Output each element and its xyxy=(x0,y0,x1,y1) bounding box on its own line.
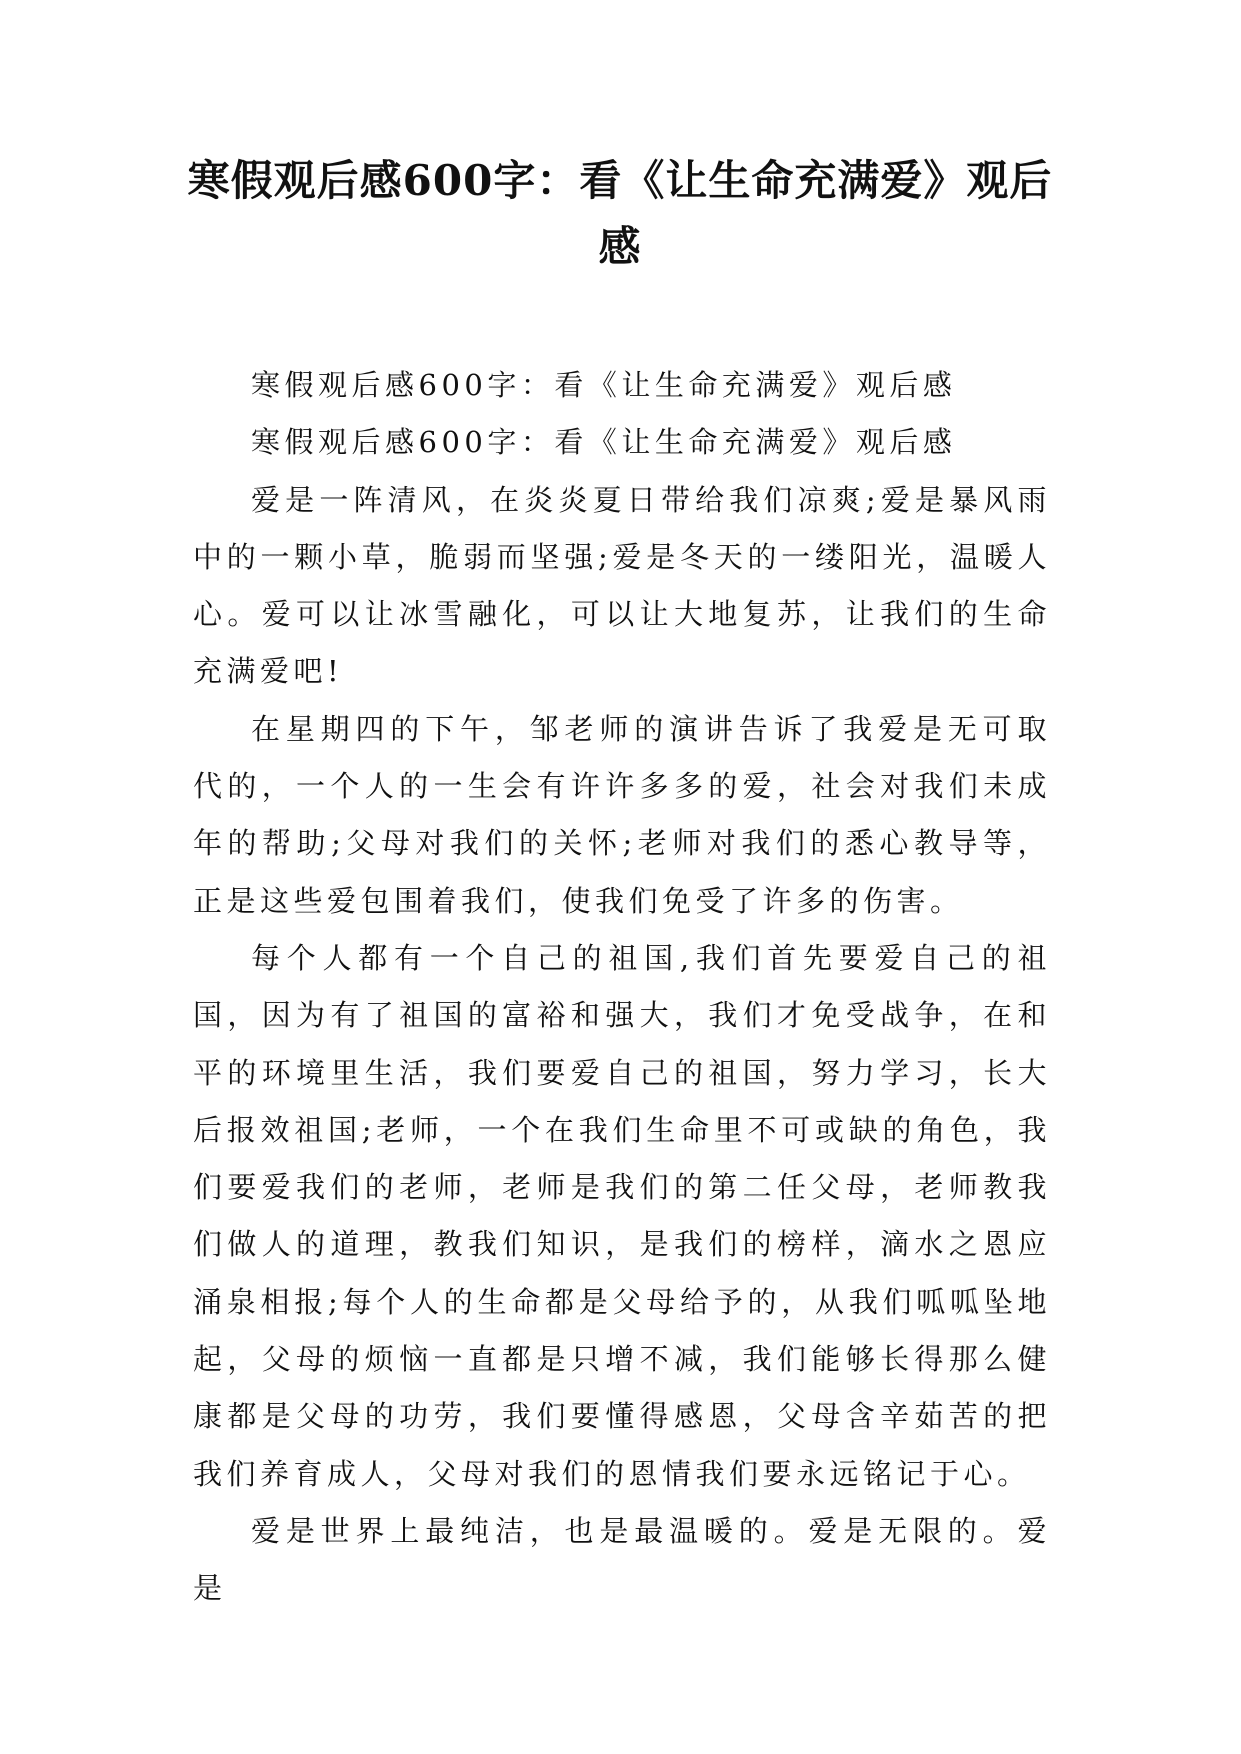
paragraph-subtitle-1: 寒假观后感600字：看《让生命充满爱》观后感 xyxy=(251,368,957,402)
document-body xyxy=(193,357,1051,1618)
paragraph-love-metaphors: 爱是一阵清风，在炎炎夏日带给我们凉爽;爱是暴风雨中的一颗小草，脆弱而坚强;爱是冬天的一缕阳光，温暖人心。爱可以让冰雪融化，可以让大地复苏，让我们的生命充满爱吧! xyxy=(193,482,1051,689)
document-title: 寒假观后感600字：看《让生命充满爱》观后感 xyxy=(187,156,1053,271)
paragraph-love-is-pure: 爱是世界上最纯洁，也是最温暖的。爱是无限的。爱是 xyxy=(193,1513,1051,1606)
paragraph-country-teacher-parents: 每个人都有一个自己的祖国,我们首先要爱自己的祖国，因为有了祖国的富裕和强大，我们才免受战争，在和平的环境里生活，我们要爱自己的祖国，努力学习，长大后报效祖国;老师，一个在我们生命里不可或缺的角色，我们要爱我们的老师，老师是我们的第二任父母，老师教我们做人的道理，教我们知识，是我们的榜样，滴水之恩应涌泉相报;每个人的生命都是父母给予的，从我们呱呱坠地起，父母的烦恼一直都是只增不减，我们能够长得那么健康都是父母的功劳，我们要懂得感恩，父母含辛茹苦的把我们养育成人，父母对我们的恩情我们要永远铭记于心。 xyxy=(193,940,1051,1491)
paragraph-subtitle-2: 寒假观后感600字：看《让生命充满爱》观后感 xyxy=(251,425,957,460)
paragraph-teacher-speech: 在星期四的下午，邹老师的演讲告诉了我爱是无可取代的，一个人的一生会有许许多多的爱，社会对我们未成年的帮助;父母对我们的关怀;老师对我们的悉心教导等，正是这些爱包围着我们，使我们免受了许多的伤害。 xyxy=(193,711,1051,918)
